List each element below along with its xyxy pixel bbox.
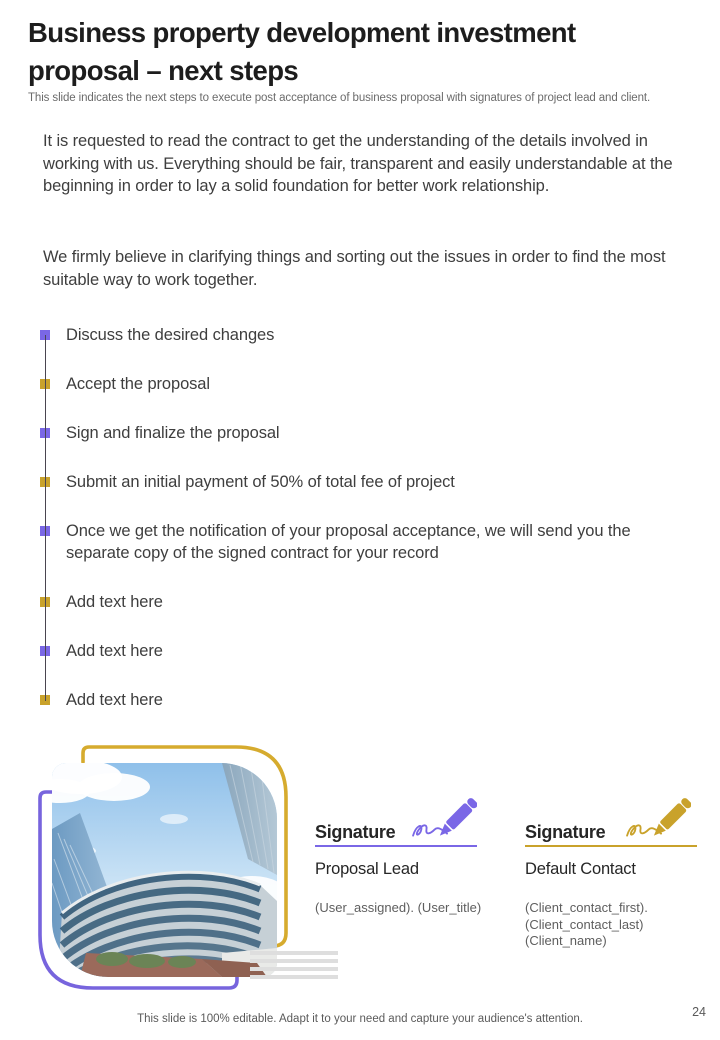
list-item [40,373,692,395]
list-item [40,324,692,346]
step-label: Add text here [66,593,163,611]
step-label: Discuss the desired changes [66,326,275,344]
signatory-role: Proposal Lead [315,860,419,878]
decorative-line [250,967,338,971]
next-steps-list [40,324,692,738]
signature-block-default-contact [525,786,720,956]
list-item [40,520,692,564]
building-photo [52,763,277,977]
decorative-line [250,959,338,963]
step-label: Submit an initial payment of 50% of total fee of project [66,473,455,491]
step-label: Add text here [66,691,163,709]
placeholder-line: (Client_name) [525,933,607,948]
pen-icon [625,784,691,844]
signature-heading: Signature [525,822,606,842]
decorative-line [250,951,338,955]
step-label: Sign and finalize the proposal [66,424,280,442]
list-item [40,640,692,662]
step-label: Accept the proposal [66,375,210,393]
signature-block-proposal-lead [315,786,515,956]
pen-icon [411,784,477,844]
intro-paragraph-1: It is requested to read the contract to get the understanding of the details involved in working with us. Everything should be fair, transparent and easily understandable at the beginning in order to lay a solid foundation for better work relationship. [43,132,673,195]
list-item [40,689,692,711]
list-item [40,591,692,613]
signature-underline [525,845,697,847]
signature-heading: Signature [315,822,396,842]
signatory-placeholder [525,900,648,950]
signatory-role: Default Contact [525,860,636,878]
footer-note: This slide is 100% editable. Adapt it to your need and capture your audience's attention. [137,1013,583,1025]
bullet-connector-line [45,335,46,701]
slide-subtitle: This slide indicates the next steps to execute post acceptance of business proposal with signatures of project lead and client. [28,92,651,104]
list-item [40,422,692,444]
placeholder-line: (Client_contact_first). [525,900,648,915]
signatory-placeholder: (User_assigned). (User_title) [315,900,482,915]
next-steps-items [40,324,692,711]
intro-paragraph-2: We firmly believe in clarifying things and sorting out the issues in order to find the most suitable way to work together. [43,248,666,289]
building-photo-art [52,763,277,977]
placeholder-line: (Client_contact_last) [525,916,644,932]
step-label: Add text here [66,642,163,660]
list-item [40,471,692,493]
page-title: Business property development investment proposal – next steps [28,17,576,86]
step-label: Once we get the notification of your proposal acceptance, we will send you the separate copy of the signed contract for your record [66,522,631,562]
decorative-line [250,975,338,979]
page-number: 24 [692,1005,706,1019]
